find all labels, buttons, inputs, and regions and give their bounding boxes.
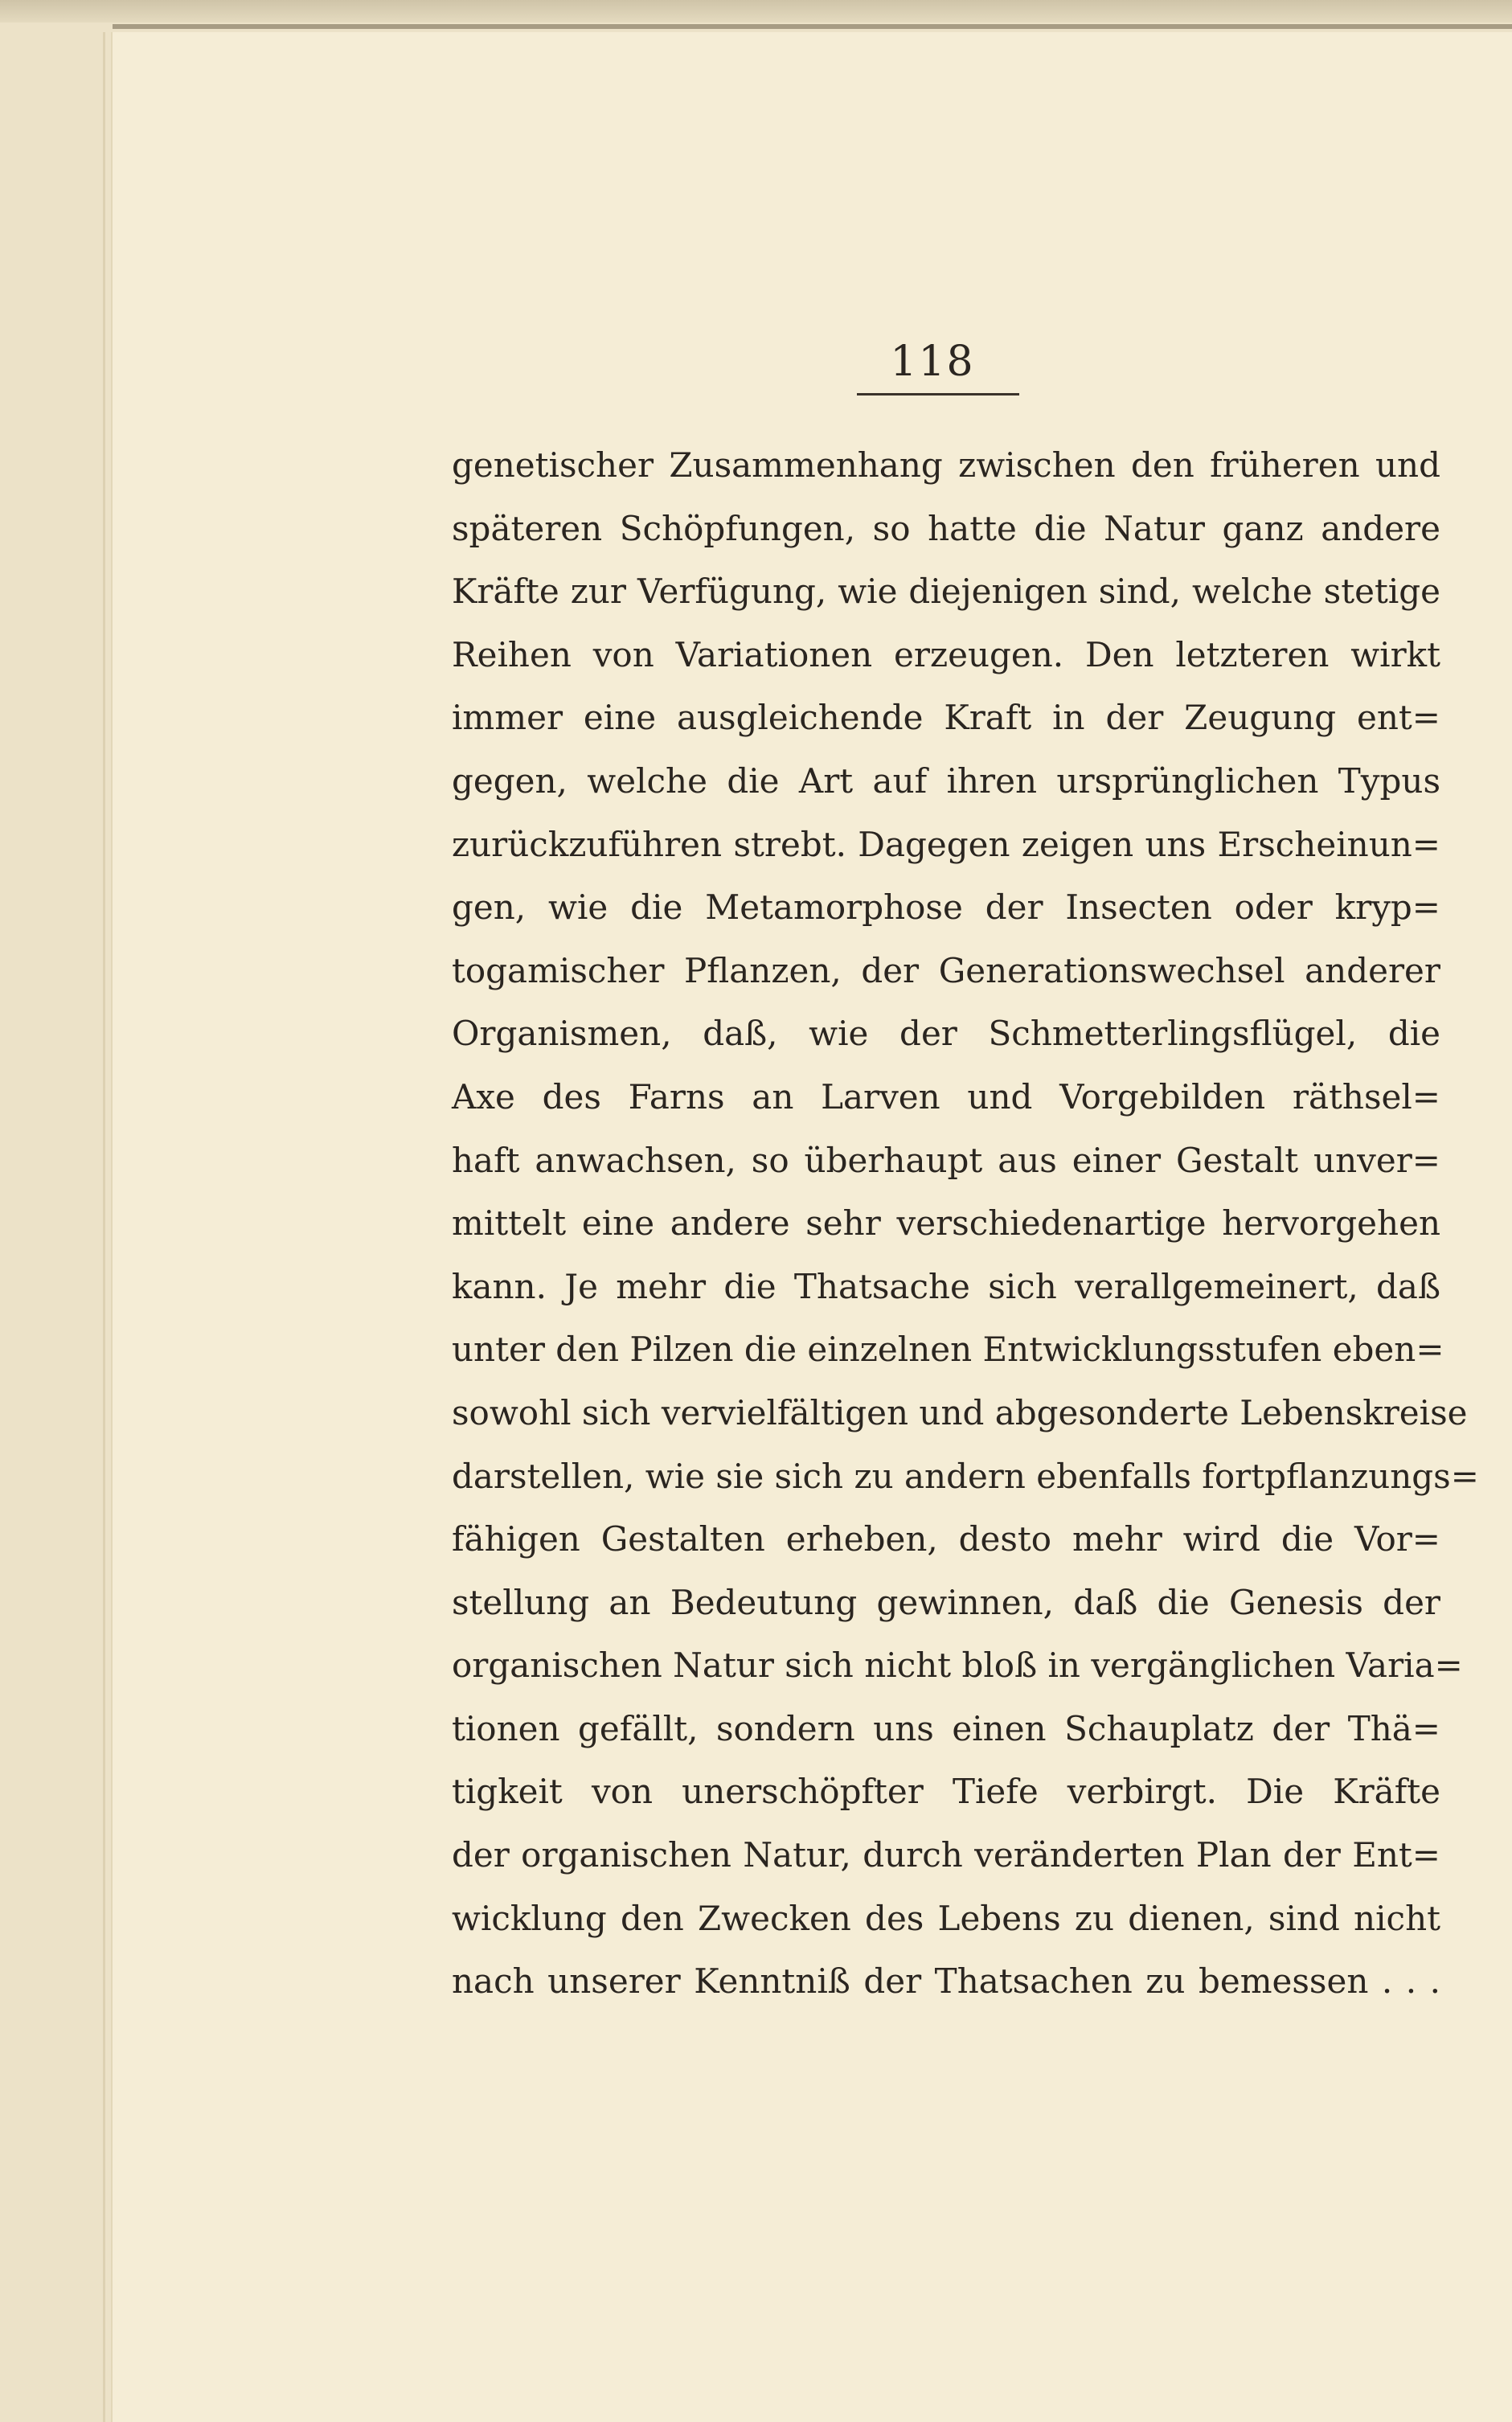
text-line: der organischen Natur, durch veränderten Plan der Ent= [452, 1835, 1440, 1875]
text-line: immer eine ausgleichende Kraft in der Zeugung ent= [452, 698, 1440, 738]
text-line: togamischer Pflanzen, der Generationswechsel anderer [452, 950, 1440, 990]
text-line: nach unserer Kenntniß der Thatsachen zu bemessen . . . [452, 1961, 1440, 2002]
text-line: tigkeit von unerschöpfter Tiefe verbirgt. Die Kräfte [452, 1772, 1440, 1812]
text-line: sowohl sich vervielfältigen und abgesonderte Lebenskreise [452, 1392, 1468, 1432]
page-number-rule [857, 393, 1019, 395]
text-line: unter den Pilzen die einzelnen Entwicklungsstufen eben= [452, 1330, 1444, 1370]
text-line: wicklung den Zwecken des Lebens zu dienen, sind nicht [452, 1898, 1440, 1938]
scan-edge [0, 0, 1512, 23]
text-line: darstellen, wie sie sich zu andern ebenfalls fortpflanzungs= [452, 1456, 1479, 1496]
text-line: tionen gefällt, sondern uns einen Schauplatz der Thä= [452, 1708, 1440, 1748]
text-line: kann. Je mehr die Thatsache sich verallgemeinert, daß [452, 1266, 1440, 1306]
text-line: mittelt eine andere sehr verschiedenartige hervorgehen [452, 1203, 1440, 1244]
text-line: gen, wie die Metamorphose der Insecten oder kryp= [452, 887, 1440, 928]
page-number: 118 [890, 338, 975, 386]
text-line: stellung an Bedeutung gewinnen, daß die Genesis der [452, 1582, 1440, 1622]
text-line: fähigen Gestalten erheben, desto mehr wird die Vor= [452, 1519, 1440, 1559]
body-text [452, 434, 1479, 2014]
text-line: zurückzuführen strebt. Dagegen zeigen uns Erscheinun= [452, 824, 1440, 864]
text-line: organischen Natur sich nicht bloß in vergänglichen Varia= [452, 1645, 1463, 1686]
text-line: Reihen von Variationen erzeugen. Den letzteren wirkt [452, 634, 1440, 674]
text-line: späteren Schöpfungen, so hatte die Natur ganz andere [452, 508, 1440, 548]
text-line: Organismen, daß, wie der Schmetterlingsflügel, die [452, 1014, 1440, 1054]
text-line: Axe des Farns an Larven und Vorgebilden räthsel= [452, 1076, 1440, 1117]
text-line: genetischer Zusammenhang zwischen den früheren und [452, 445, 1440, 485]
text-line: gegen, welche die Art auf ihren ursprünglichen Typus [452, 760, 1440, 801]
text-line: Kräfte zur Verfügung, wie diejenigen sind, welche stetige [452, 572, 1440, 612]
text-line: haft anwachsen, so überhaupt aus einer Gestalt unver= [452, 1140, 1440, 1180]
page-fold-shadow [103, 32, 105, 2422]
page-top-edge [113, 24, 1512, 29]
